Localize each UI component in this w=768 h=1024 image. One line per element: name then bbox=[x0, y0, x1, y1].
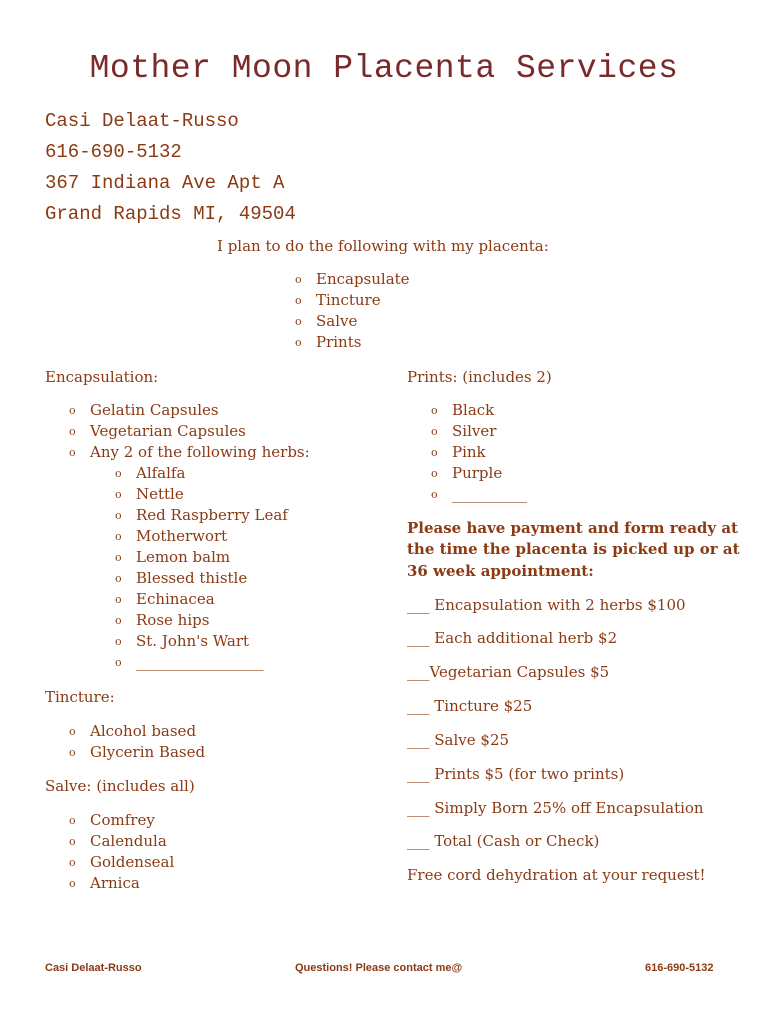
list-item: o Prints bbox=[316, 332, 410, 353]
list-item: o Blessed thistle bbox=[136, 568, 288, 589]
price-line: ___ Salve $25 bbox=[407, 731, 510, 749]
plan-list bbox=[316, 269, 410, 353]
list-item: o __________ bbox=[452, 484, 527, 505]
list-item: o Lemon balm bbox=[136, 547, 288, 568]
list-item: o Gelatin Capsules bbox=[90, 400, 310, 421]
payment-note-line3: 36 week appointment: bbox=[407, 562, 594, 580]
list-item: o Black bbox=[452, 400, 527, 421]
list-item: o Rose hips bbox=[136, 610, 288, 631]
salve-list bbox=[90, 810, 174, 894]
plan-heading: I plan to do the following with my placenta: bbox=[217, 237, 549, 255]
contact-address-line1: 367 Indiana Ave Apt A bbox=[45, 172, 285, 194]
price-line: ___ Encapsulation with 2 herbs $100 bbox=[407, 596, 686, 614]
list-item: o Arnica bbox=[90, 873, 174, 894]
list-item: o Encapsulate bbox=[316, 269, 410, 290]
list-item: o Goldenseal bbox=[90, 852, 174, 873]
list-item: o Any 2 of the following herbs: bbox=[90, 442, 310, 463]
list-item: o Motherwort bbox=[136, 526, 288, 547]
price-line: ___ Total (Cash or Check) bbox=[407, 832, 600, 850]
list-item: o Calendula bbox=[90, 831, 174, 852]
encapsulation-list bbox=[90, 400, 310, 463]
payment-note-line2: the time the placenta is picked up or at bbox=[407, 540, 740, 558]
salve-heading: Salve: (includes all) bbox=[45, 777, 195, 795]
list-item: o _________________ bbox=[136, 652, 288, 673]
payment-note-line1: Please have payment and form ready at bbox=[407, 519, 738, 537]
list-item: o Salve bbox=[316, 311, 410, 332]
list-item: o Purple bbox=[452, 463, 527, 484]
list-item: o Glycerin Based bbox=[90, 742, 205, 763]
price-line: ___ Simply Born 25% off Encapsulation bbox=[407, 799, 704, 817]
footer-phone: 616-690-5132 bbox=[645, 962, 714, 974]
herbs-list bbox=[136, 463, 288, 673]
tincture-list bbox=[90, 721, 205, 763]
prints-list bbox=[452, 400, 527, 505]
footer-name: Casi Delaat-Russo bbox=[45, 962, 142, 974]
list-item: o Vegetarian Capsules bbox=[90, 421, 310, 442]
list-item: o Tincture bbox=[316, 290, 410, 311]
price-line: ___ Each additional herb $2 bbox=[407, 629, 618, 647]
contact-address-line2: Grand Rapids MI, 49504 bbox=[45, 203, 296, 225]
price-line: ___ Tincture $25 bbox=[407, 697, 533, 715]
prints-heading: Prints: (includes 2) bbox=[407, 368, 552, 386]
list-item: o Red Raspberry Leaf bbox=[136, 505, 288, 526]
list-item: o Echinacea bbox=[136, 589, 288, 610]
list-item: o Nettle bbox=[136, 484, 288, 505]
list-item: o Silver bbox=[452, 421, 527, 442]
list-item: o St. John's Wart bbox=[136, 631, 288, 652]
price-line: ___Vegetarian Capsules $5 bbox=[407, 663, 610, 681]
list-item: o Pink bbox=[452, 442, 527, 463]
page-title: Mother Moon Placenta Services bbox=[89, 50, 679, 87]
free-cord-note: Free cord dehydration at your request! bbox=[407, 866, 706, 884]
price-line: ___ Prints $5 (for two prints) bbox=[407, 765, 625, 783]
list-item: o Comfrey bbox=[90, 810, 174, 831]
tincture-heading: Tincture: bbox=[45, 688, 115, 706]
contact-phone: 616-690-5132 bbox=[45, 141, 182, 163]
list-item: o Alcohol based bbox=[90, 721, 205, 742]
footer-contact-prompt: Questions! Please contact me@ bbox=[295, 962, 463, 974]
encapsulation-heading: Encapsulation: bbox=[45, 368, 159, 386]
contact-name: Casi Delaat-Russo bbox=[45, 110, 239, 132]
list-item: o Alfalfa bbox=[136, 463, 288, 484]
